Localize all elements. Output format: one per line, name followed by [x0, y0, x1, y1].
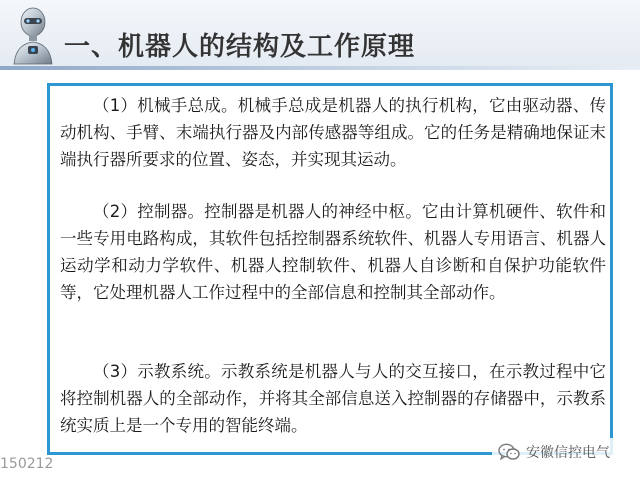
watermark-text: 安徽信控电气 — [526, 445, 610, 461]
paragraph-manipulator: （1）机械手总成。机械手总成是机器人的执行机构，它由驱动器、传动机构、手臂、末端执行器及内部传感器等组成。它的任务是精确地保证末端执行器所要求的位置、姿态，并实现其运动。 — [60, 96, 606, 169]
slide-title: 一、机器人的结构及工作原理 — [64, 32, 416, 62]
header-divider — [0, 66, 640, 70]
watermark — [492, 438, 616, 466]
paragraph-teach-system: （3）示教系统。示教系统是机器人与人的交互接口，在示教过程中它将控制机器人的全部动作，并将其全部信息送入控制器的存储器中，示教系统实质上是一个专用的智能终端。 — [60, 362, 606, 435]
robot-logo — [8, 4, 58, 66]
paragraph-controller: （2）控制器。控制器是机器人的神经中枢。它由计算机硬件、软件和一些专用电路构成，其软件包括控制器系统软件、机器人专用语言、机器人运动学和动力学软件、机器人控制软件、机器人自诊断和自保护功能软件等，它处理机器人工作过程中的全部信息和控制其全部动作。 — [60, 202, 606, 302]
content-frame — [47, 83, 613, 455]
wechat-icon — [498, 443, 520, 461]
side-number: 150212 — [0, 456, 54, 472]
